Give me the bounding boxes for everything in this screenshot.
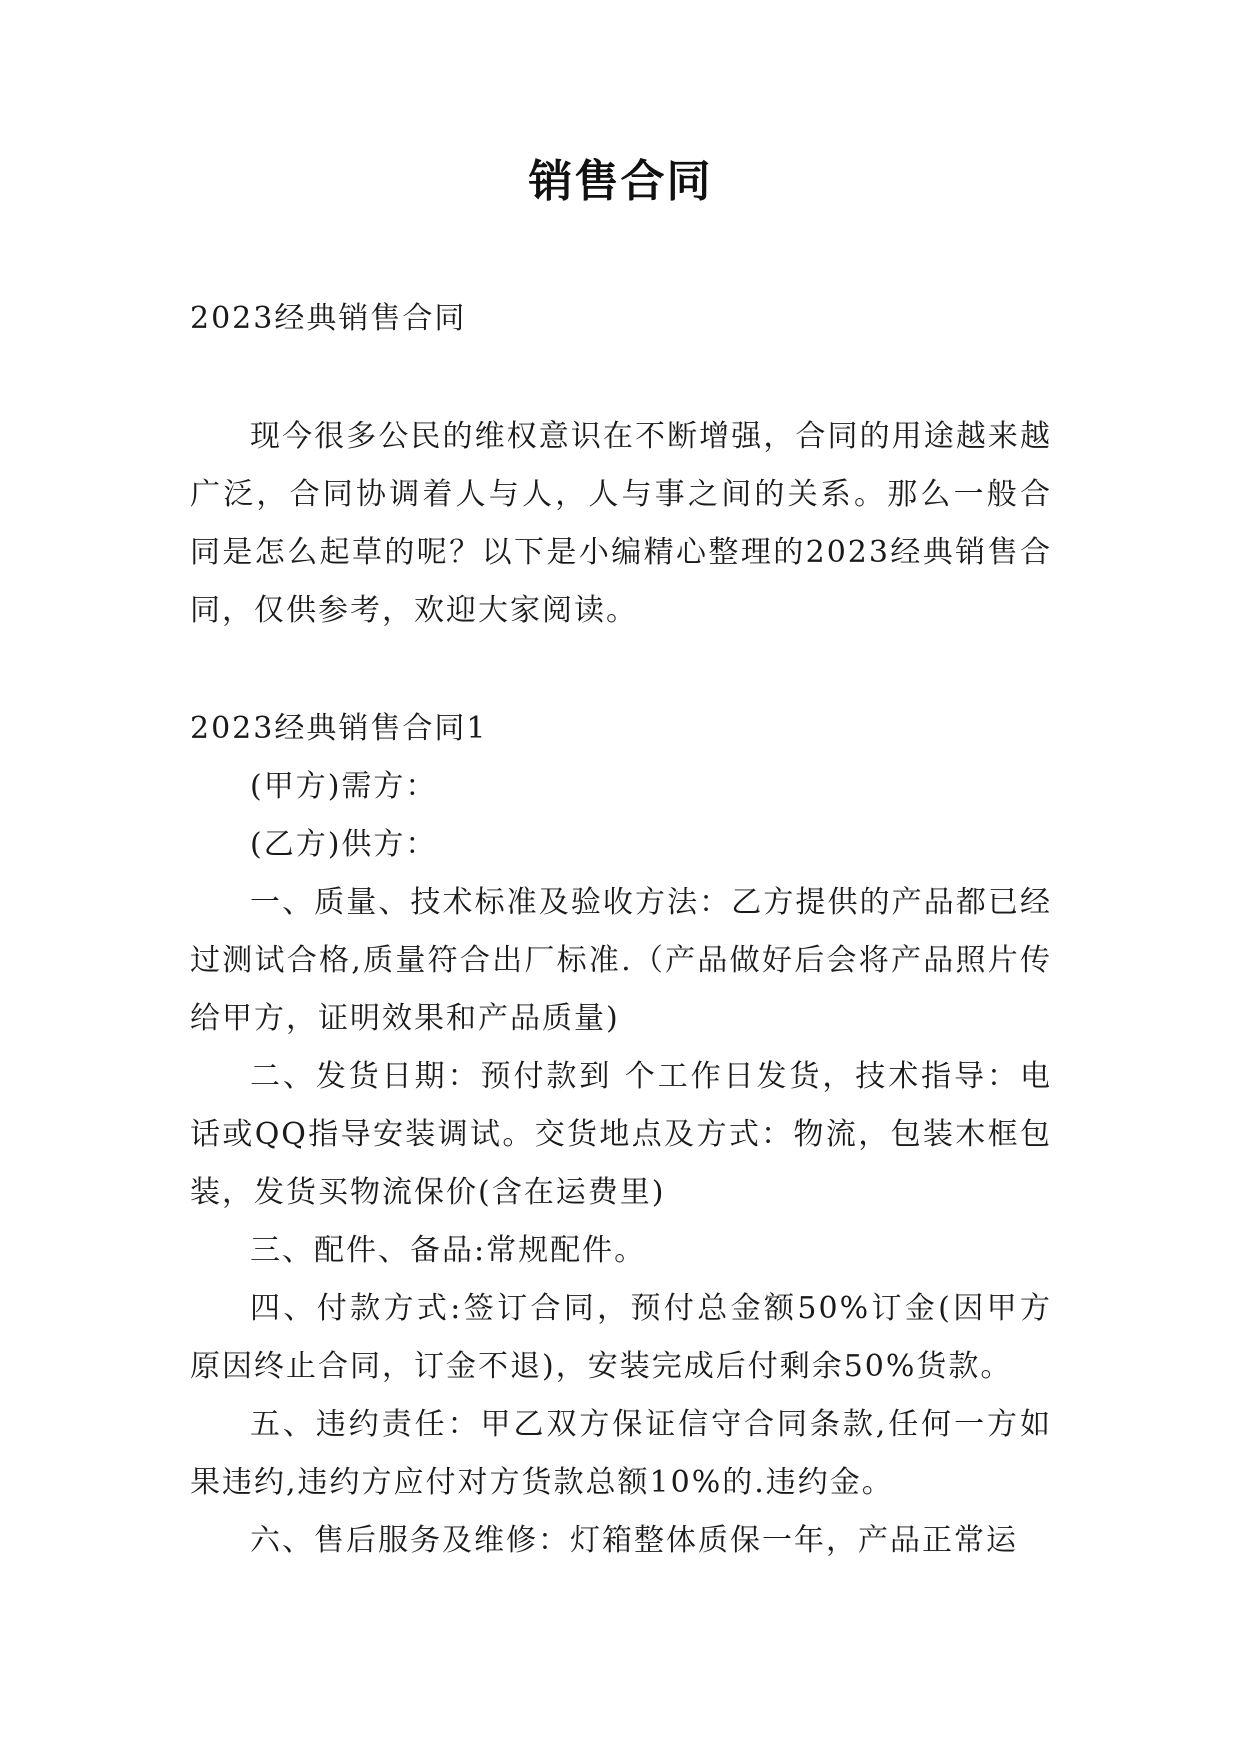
intro-paragraph: 现今很多公民的维权意识在不断增强，合同的用途越来越广泛，合同协调着人与人，人与事之间的关系。那么一般合同是怎么起草的呢？以下是小编精心整理的2023经典销售合同，仅供参考，欢迎大家阅读。 — [190, 419, 1052, 628]
clause-delivery: 二、发货日期：预付款到 个工作日发货，技术指导：电话或QQ指导安装调试。交货地点及方式：物流，包装木框包装，发货买物流保价(含在运费里) — [190, 1059, 1052, 1210]
document-title: 销售合同 — [528, 156, 713, 207]
clause-quality: 一、质量、技术标准及验收方法：乙方提供的产品都已经过测试合格,质量符合出厂标准.（产品做好后会将产品照片传给甲方，证明效果和产品质量) — [190, 885, 1052, 1036]
clause-after-sales: 六、售后服务及维修：灯箱整体质保一年，产品正常运 — [250, 1523, 1018, 1558]
document-subtitle: 2023经典销售合同 — [190, 301, 467, 336]
clause-liability: 五、违约责任：甲乙双方保证信守合同条款,任何一方如果违约,违约方应付对方货款总额10%的.违约金。 — [190, 1407, 1052, 1500]
document-body — [190, 290, 1052, 1570]
section-heading: 2023经典销售合同1 — [190, 711, 488, 746]
clause-payment: 四、付款方式:签订合同，预付总金额50%订金(因甲方原因终止合同，订金不退)，安装完成后付剩余50%货款。 — [190, 1291, 1052, 1384]
clause-parts: 三、配件、备品:常规配件。 — [250, 1233, 647, 1268]
party-a-line: (甲方)需方： — [250, 769, 438, 804]
party-b-line: (乙方)供方： — [250, 827, 438, 862]
